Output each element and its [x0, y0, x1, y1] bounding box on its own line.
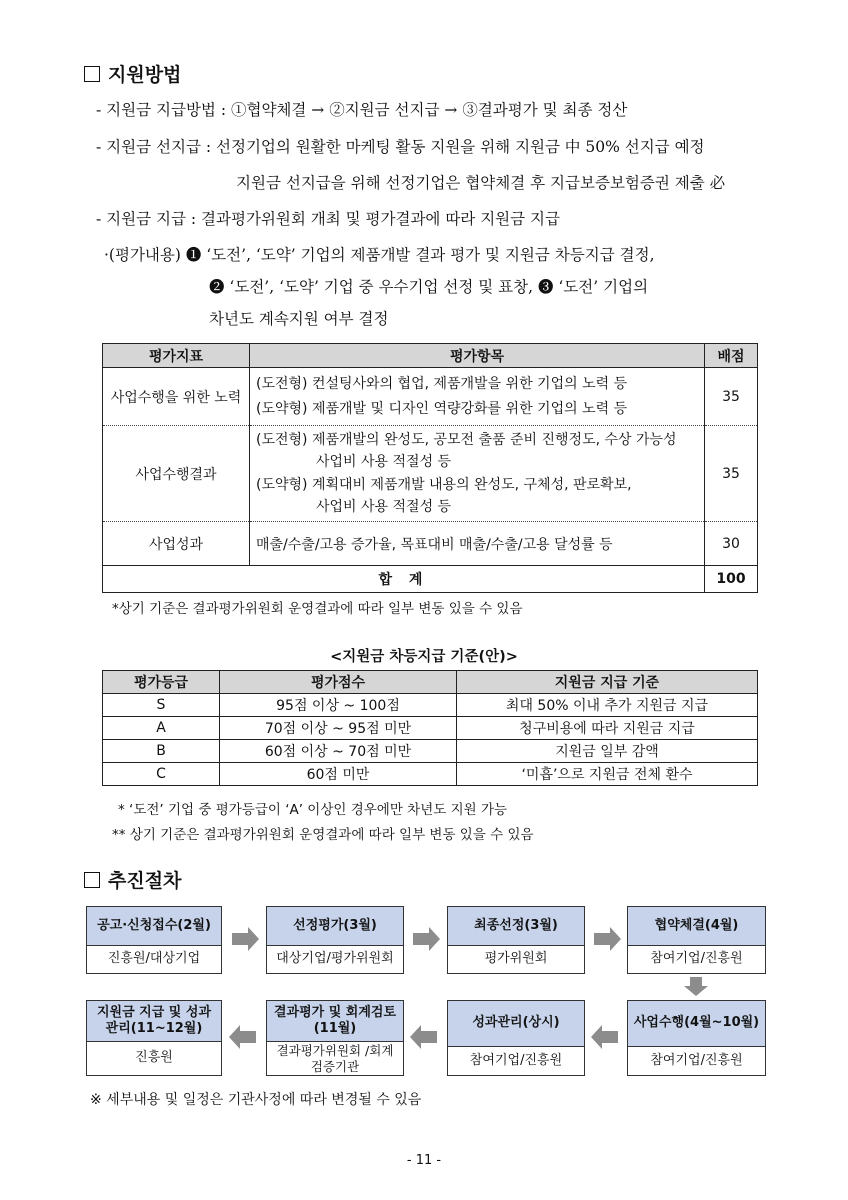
- bullet-advance-payment: - 지원금 선지급 : 선정기업의 원활한 마케팅 활동 지원을 위해 지원금 中 50% 선지급 예정: [96, 138, 705, 156]
- arrow-down-icon: [684, 977, 708, 996]
- bullet-advance-payment-cont: 지원금 선지급을 위해 선정기업은 협약체결 후 지급보증보험증권 제출 必: [236, 174, 726, 192]
- eval-index: 사업성과: [103, 522, 250, 566]
- eval-score: 35: [705, 368, 758, 426]
- table-header: 배점: [705, 344, 758, 368]
- step-box-result-eval: 결과평가 및 회계검토 (11월) 결과평가위원회 /회계검증기관: [266, 1000, 404, 1076]
- eval-index: 사업수행결과: [103, 426, 250, 522]
- step-box-selection-eval: 선정평가(3월) 대상기업/평가위원회: [266, 906, 404, 974]
- eval-score: 35: [705, 426, 758, 522]
- procedure-note: ※ 세부내용 및 일정은 기관사정에 따라 변경될 수 있음: [90, 1092, 422, 1108]
- step-box-performance-mgmt: 성과관리(상시) 참여기업/진흥원: [447, 1000, 585, 1076]
- table-header: 평가등급: [103, 671, 220, 694]
- arrow-left-icon: [410, 1025, 437, 1049]
- step-box-announcement: 공고·신청접수(2월) 진흥원/대상기업: [86, 906, 222, 974]
- table-row: B 60점 이상 ~ 70점 미만 지원금 일부 감액: [103, 740, 758, 763]
- bullet-eval-content: ·(평가내용) ❶ ‘도전’, ‘도약’ 기업의 제품개발 결과 평가 및 지원금 차등지급 결정,: [104, 246, 655, 264]
- bullet-payment-method: - 지원금 지급방법 : ①협약체결 → ②지원금 선지급 → ③결과평가 및 최종 정산: [96, 101, 628, 119]
- table-header: 평가점수: [220, 671, 457, 694]
- step-box-execution: 사업수행(4월~10월) 참여기업/진흥원: [627, 1000, 766, 1076]
- grade-note-1: * ‘도전’ 기업 중 평가등급이 ‘A’ 이상인 경우에만 차년도 지원 가능: [118, 802, 508, 818]
- table-row: A 70점 이상 ~ 95점 미만 청구비용에 따라 지원금 지급: [103, 717, 758, 740]
- arrow-right-icon: [594, 927, 621, 951]
- eval-note: *상기 기준은 결과평가위원회 운영결과에 따라 일부 변동 있을 수 있음: [112, 601, 523, 617]
- arrow-right-icon: [413, 927, 440, 951]
- table-header: 평가항목: [250, 344, 705, 368]
- grade-note-2: ** 상기 기준은 결과평가위원회 운영결과에 따라 일부 변동 있을 수 있음: [112, 827, 534, 843]
- eval-items: (도전형) 제품개발의 완성도, 공모전 출품 준비 진행정도, 수상 가능성 사업비 사용 적절성 등 (도약형) 계획대비 제품개발 내용의 완성도, 구체성, 판로확보, 사업비 사용 적절성 등: [250, 426, 705, 522]
- eval-score: 30: [705, 522, 758, 566]
- bullet-eval-content-3: 차년도 계속지원 여부 결정: [209, 310, 389, 328]
- eval-items: 매출/수출/고용 증가율, 목표대비 매출/수출/고용 달성률 등: [250, 522, 705, 566]
- total-label: 합 계: [103, 566, 705, 593]
- total-score: 100: [705, 566, 758, 593]
- table-header: 평가지표: [103, 344, 250, 368]
- step-box-final-selection: 최종선정(3월) 평가위원회: [447, 906, 585, 974]
- eval-index: 사업수행을 위한 노력: [103, 368, 250, 426]
- table-row: C 60점 미만 ‘미흡’으로 지원금 전체 환수: [103, 763, 758, 786]
- step-box-agreement: 협약체결(4월) 참여기업/진흥원: [627, 906, 766, 974]
- section-title-support-method: 지원방법: [84, 60, 181, 87]
- table-row: S 95점 이상 ~ 100점 최대 50% 이내 추가 지원금 지급: [103, 694, 758, 717]
- bullet-payment: - 지원금 지급 : 결과평가위원회 개최 및 평가결과에 따라 지원금 지급: [96, 210, 561, 228]
- grade-table-title: <지원금 차등지급 기준(안)>: [330, 649, 518, 665]
- bullet-eval-content-2: ❷ ‘도전’, ‘도약’ 기업 중 우수기업 선정 및 표창, ❸ ‘도전’ 기업의: [209, 278, 649, 296]
- step-box-payment: 지원금 지급 및 성과관리(11~12월) 진흥원: [86, 1000, 222, 1076]
- page-number: - 11 -: [406, 1153, 442, 1168]
- eval-items: (도전형) 컨설팅사와의 협업, 제품개발을 위한 기업의 노력 등 (도약형) 제품개발 및 디자인 역량강화를 위한 기업의 노력 등: [250, 368, 705, 426]
- arrow-right-icon: [232, 927, 259, 951]
- section-title-procedure: 추진절차: [84, 866, 181, 893]
- arrow-left-icon: [591, 1025, 618, 1049]
- table-header: 지원금 지급 기준: [457, 671, 758, 694]
- arrow-left-icon: [229, 1025, 256, 1049]
